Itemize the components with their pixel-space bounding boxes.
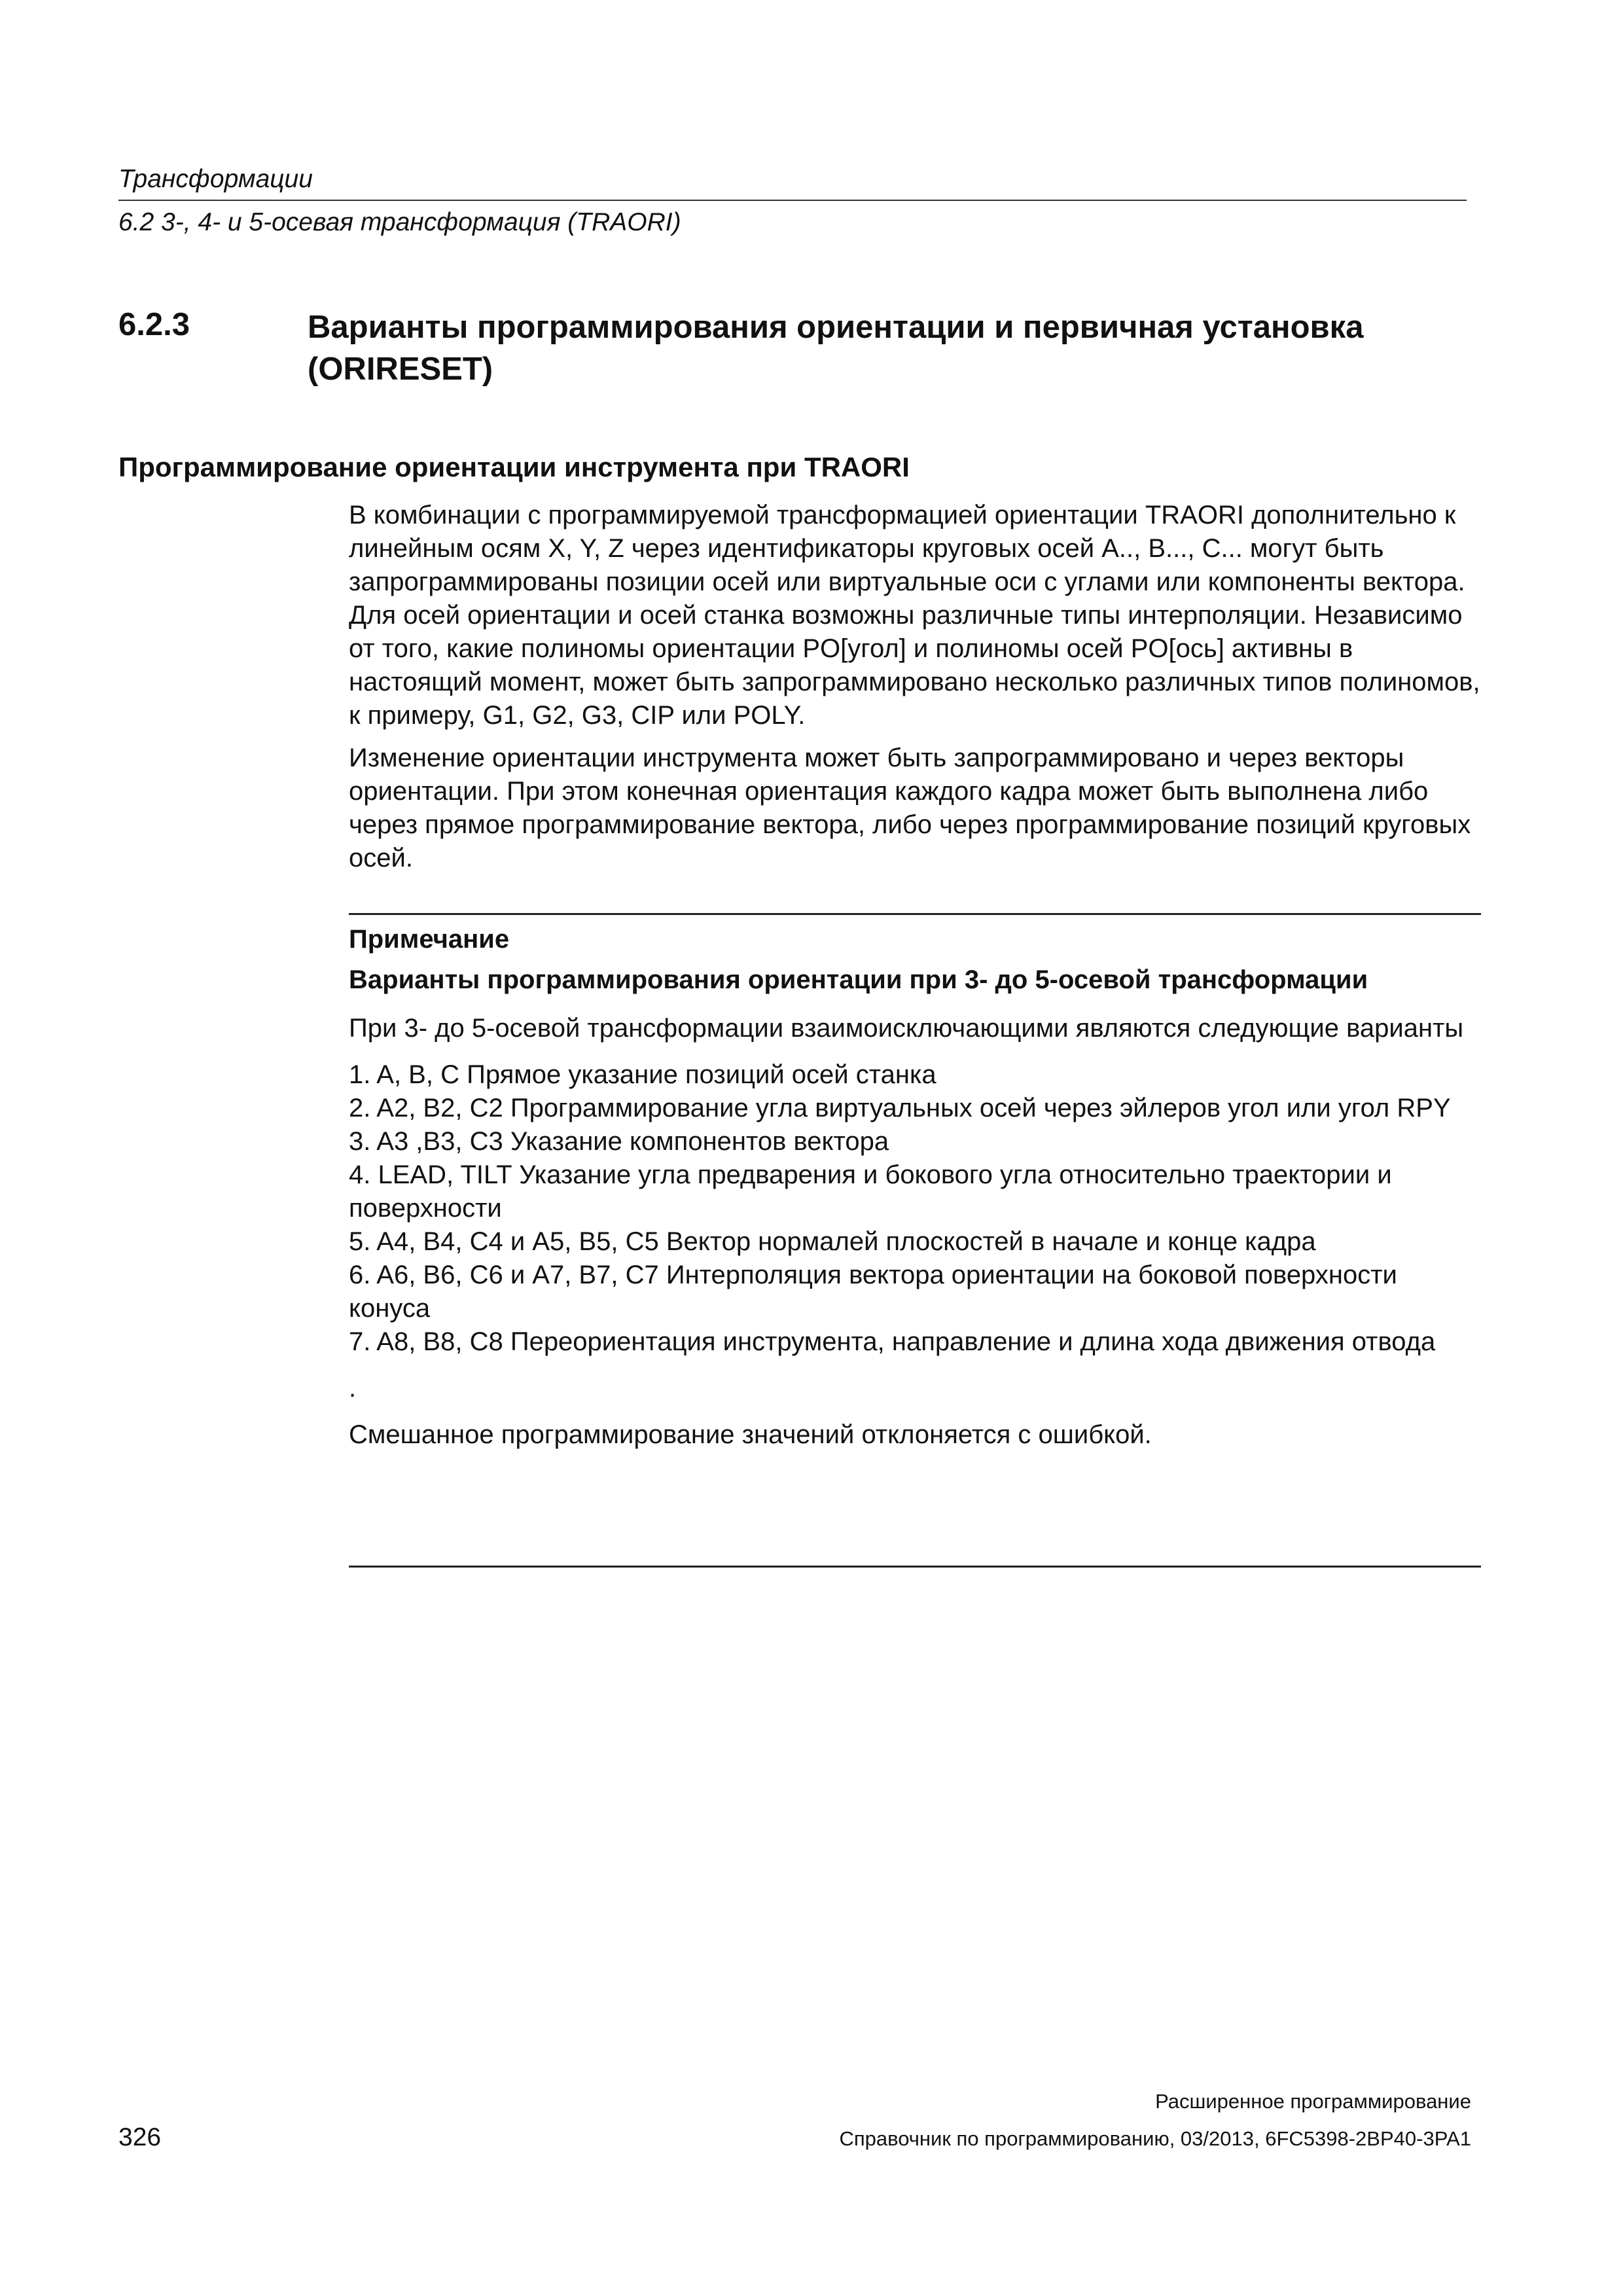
list-item: 7. A8, B8, C8 Переориентация инструмента, направление и длина хода движения отвода (349, 1327, 1436, 1356)
note-title: Варианты программирования ориентации при 3- до 5-осевой трансформации (349, 965, 1368, 994)
list-item: 5. A4, B4, C4 и A5, B5, C5 Вектор нормалей плоскостей в начале и конце кадра (349, 1227, 1316, 1256)
list-item: 6. A6, B6, C6 и A7, B7, C7 Интерполяция вектора ориентации на боковой поверхности конуса (349, 1261, 1397, 1323)
subheading: Программирование ориентации инструмента при TRAORI (118, 452, 910, 482)
note-label: Примечание (349, 925, 510, 954)
list-item: 1. A, B, C Прямое указание позиций осей станка (349, 1060, 936, 1089)
paragraph-1: В комбинации с программируемой трансформацией ориентации TRAORI дополнительно к линейным осям X, Y, Z через идентификаторы круговых осей A.., B..., C... могут быть запрограммированы позиции осей или виртуальные оси с углами или компоненты вектора. Для осей ориентации и осей станка возможны различные типы интерполяции. Независимо от того, какие полиномы ориентации PO[угол] и полиномы осей PO[ось] активны в настоящий момент, может быть запрограммировано несколько различных типов полиномов, к примеру, G1, G2, G3, CIP или POLY. (349, 501, 1480, 730)
header-rule (118, 200, 1467, 201)
note-variants-list (349, 1058, 1481, 1359)
page-number: 326 (118, 2123, 162, 2151)
note-rule-bottom (349, 1566, 1481, 1568)
footer-reference: Справочник по программированию, 03/2013, 6FC5398-2BP40-3PA1 (839, 2127, 1471, 2150)
body-text-2 (349, 742, 1481, 875)
footer-book-title: Расширенное программирование (1155, 2090, 1471, 2113)
list-item: 2. A2, B2, C2 Программирование угла виртуальных осей через эйлеров угол или угол RPY (349, 1094, 1451, 1122)
section-number: 6.2.3 (118, 307, 190, 342)
body-text (349, 499, 1481, 732)
paragraph-2: Изменение ориентации инструмента может быть запрограммировано и через векторы ориентации. При этом конечная ориентация каждого кадра может быть выполнена либо через прямое программирование вектора, либо через программирование позиций круговых осей. (349, 744, 1471, 872)
note-closing: Смешанное программирование значений отклоняется с ошибкой. (349, 1420, 1152, 1449)
running-header-section: 6.2 3-, 4- и 5-осевая трансформация (TRAORI) (118, 208, 681, 236)
running-header-chapter: Трансформации (118, 165, 313, 193)
note-rule-top (349, 913, 1481, 915)
note-body (349, 1012, 1481, 1452)
list-item: 4. LEAD, TILT Указание угла предварения и бокового угла относительно траектории и поверхности (349, 1160, 1392, 1223)
note-intro: При 3- до 5-осевой трансформации взаимоисключающими являются следующие варианты (349, 1014, 1464, 1043)
note-dot: . (349, 1374, 357, 1403)
section-title: Варианты программирования ориентации и первичная установка (ORIRESET) (308, 310, 1364, 387)
list-item: 3. A3 ,B3, C3 Указание компонентов вектора (349, 1127, 889, 1156)
